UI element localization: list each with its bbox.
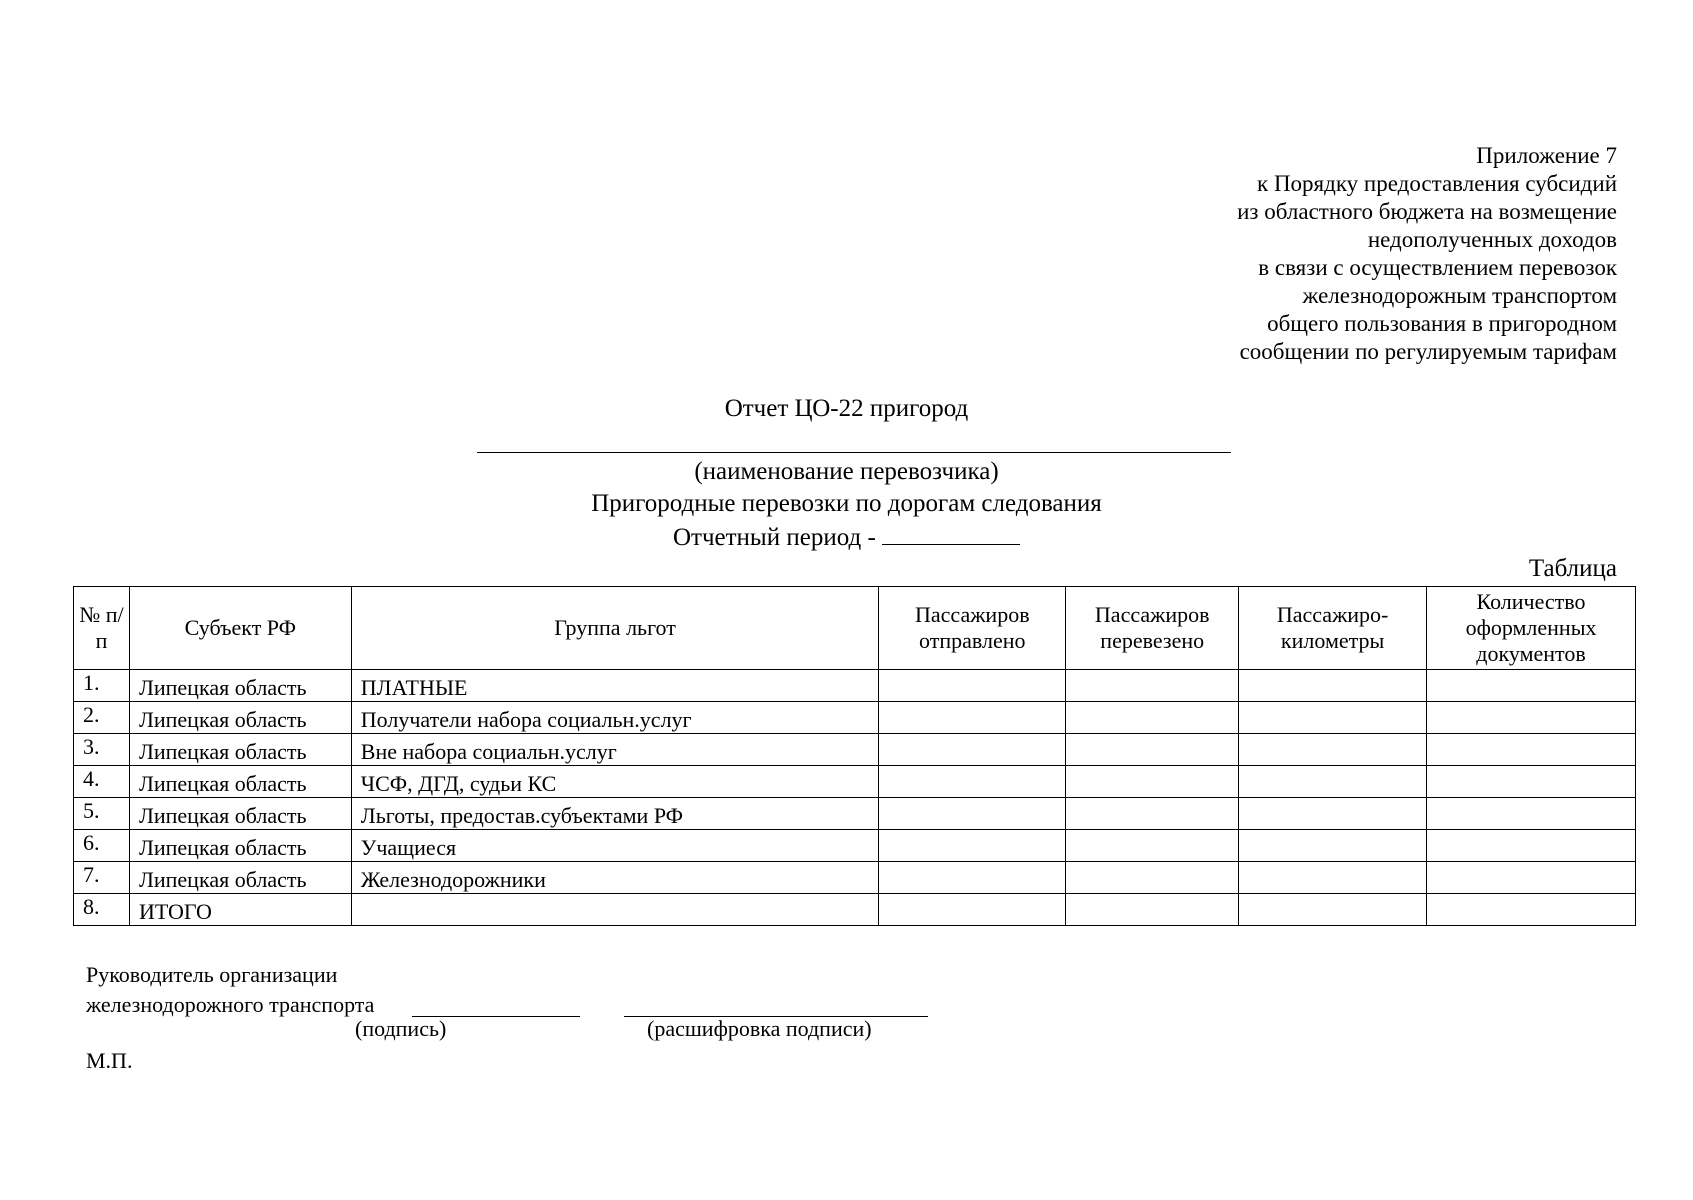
table-row	[74, 734, 1636, 766]
cell-documents-count[interactable]	[1427, 862, 1636, 894]
cell-passengers-sent[interactable]	[879, 798, 1066, 830]
table-caption: Таблица	[1528, 555, 1617, 582]
header-passenger-km: Пассажиро-километры	[1239, 587, 1427, 670]
row-subject: Липецкая область	[129, 798, 351, 830]
header-passengers-sent: Пассажиров отправлено	[879, 587, 1066, 670]
cell-documents-count[interactable]	[1427, 894, 1636, 926]
row-number: 2.	[74, 702, 130, 734]
cell-documents-count[interactable]	[1427, 798, 1636, 830]
row-number: 6.	[74, 830, 130, 862]
row-subject: ИТОГО	[129, 894, 351, 926]
cell-passenger-km[interactable]	[1239, 734, 1427, 766]
table-row	[74, 830, 1636, 862]
cell-documents-count[interactable]	[1427, 734, 1636, 766]
cell-documents-count[interactable]	[1427, 830, 1636, 862]
row-number: 7.	[74, 862, 130, 894]
row-group: ЧСФ, ДГД, судьи КС	[351, 766, 879, 798]
cell-passenger-km[interactable]	[1239, 670, 1427, 702]
cell-passengers-carried[interactable]	[1066, 766, 1239, 798]
row-number: 1.	[74, 670, 130, 702]
appendix-line: Приложение 7	[1476, 143, 1617, 168]
appendix-line: к Порядку предоставления субсидий	[1257, 171, 1617, 196]
cell-passenger-km[interactable]	[1239, 798, 1427, 830]
report-subtitle: Пригородные перевозки по дорогам следования	[591, 490, 1102, 517]
row-number: 5.	[74, 798, 130, 830]
appendix-line: сообщении по регулируемым тарифам	[1239, 339, 1617, 364]
header-benefit-group: Группа льгот	[351, 587, 879, 670]
carrier-caption: (наименование перевозчика)	[694, 458, 999, 485]
row-group	[351, 894, 879, 926]
row-number: 3.	[74, 734, 130, 766]
signature-title-line1: Руководитель организации	[86, 962, 338, 987]
signature-decode-field[interactable]	[624, 990, 928, 1017]
cell-passengers-sent[interactable]	[879, 766, 1066, 798]
cell-passengers-sent[interactable]	[879, 702, 1066, 734]
row-subject: Липецкая область	[129, 670, 351, 702]
signature-caption: (подпись)	[355, 1016, 447, 1041]
cell-passenger-km[interactable]	[1239, 830, 1427, 862]
header-subject: Субъект РФ	[129, 587, 351, 670]
table-row-total	[74, 894, 1636, 926]
cell-documents-count[interactable]	[1427, 670, 1636, 702]
cell-passengers-sent[interactable]	[879, 670, 1066, 702]
header-passengers-carried: Пассажиров перевезено	[1066, 587, 1239, 670]
row-subject: Липецкая область	[129, 862, 351, 894]
cell-passengers-sent[interactable]	[879, 734, 1066, 766]
cell-passengers-carried[interactable]	[1066, 862, 1239, 894]
cell-documents-count[interactable]	[1427, 702, 1636, 734]
row-group: Получатели набора социальн.услуг	[351, 702, 879, 734]
report-title: Отчет ЦО-22 пригород	[724, 395, 969, 422]
table-header-row	[74, 587, 1636, 670]
row-group: Железнодорожники	[351, 862, 879, 894]
cell-passenger-km[interactable]	[1239, 702, 1427, 734]
period-label: Отчетный период -	[672, 524, 876, 551]
row-number: 8.	[74, 894, 130, 926]
table-row	[74, 766, 1636, 798]
report-table	[73, 586, 1636, 926]
row-group: Учащиеся	[351, 830, 879, 862]
cell-passengers-sent[interactable]	[879, 862, 1066, 894]
row-group: ПЛАТНЫЕ	[351, 670, 879, 702]
table-row	[74, 702, 1636, 734]
row-group: Вне набора социальн.услуг	[351, 734, 879, 766]
cell-passenger-km[interactable]	[1239, 862, 1427, 894]
table-row	[74, 670, 1636, 702]
signature-field[interactable]	[412, 990, 580, 1017]
appendix-line: в связи с осуществлением перевозок	[1258, 255, 1617, 280]
carrier-name-line	[477, 452, 1231, 453]
row-group: Льготы, предостав.субъектами РФ	[351, 798, 879, 830]
signature-block	[86, 960, 374, 1020]
cell-passengers-carried[interactable]	[1066, 702, 1239, 734]
header-documents-count: Количество оформленных документов	[1427, 587, 1636, 670]
appendix-line: из областного бюджета на возмещение	[1237, 199, 1617, 224]
row-subject: Липецкая область	[129, 766, 351, 798]
signature-title-line2: железнодорожного транспорта	[86, 992, 375, 1017]
table-row	[74, 862, 1636, 894]
appendix-line: недополученных доходов	[1367, 227, 1617, 252]
cell-passengers-carried[interactable]	[1066, 734, 1239, 766]
signature-title-line2-row	[86, 990, 374, 1020]
period-blank	[882, 522, 1020, 545]
signature-decode-caption: (расшифровка подписи)	[647, 1016, 872, 1041]
stamp-label: М.П.	[86, 1048, 133, 1073]
appendix-line: железнодорожным транспортом	[1302, 283, 1617, 308]
table-row	[74, 798, 1636, 830]
cell-passengers-carried[interactable]	[1066, 830, 1239, 862]
cell-passengers-sent[interactable]	[879, 830, 1066, 862]
row-number: 4.	[74, 766, 130, 798]
report-period	[0, 522, 1693, 552]
header-number: № п/п	[74, 587, 130, 670]
cell-passengers-sent[interactable]	[879, 894, 1066, 926]
cell-passenger-km[interactable]	[1239, 766, 1427, 798]
cell-documents-count[interactable]	[1427, 766, 1636, 798]
cell-passenger-km[interactable]	[1239, 894, 1427, 926]
row-subject: Липецкая область	[129, 734, 351, 766]
appendix-line: общего пользования в пригородном	[1267, 311, 1617, 336]
cell-passengers-carried[interactable]	[1066, 894, 1239, 926]
appendix-block	[1237, 142, 1617, 366]
row-subject: Липецкая область	[129, 830, 351, 862]
cell-passengers-carried[interactable]	[1066, 798, 1239, 830]
row-subject: Липецкая область	[129, 702, 351, 734]
cell-passengers-carried[interactable]	[1066, 670, 1239, 702]
